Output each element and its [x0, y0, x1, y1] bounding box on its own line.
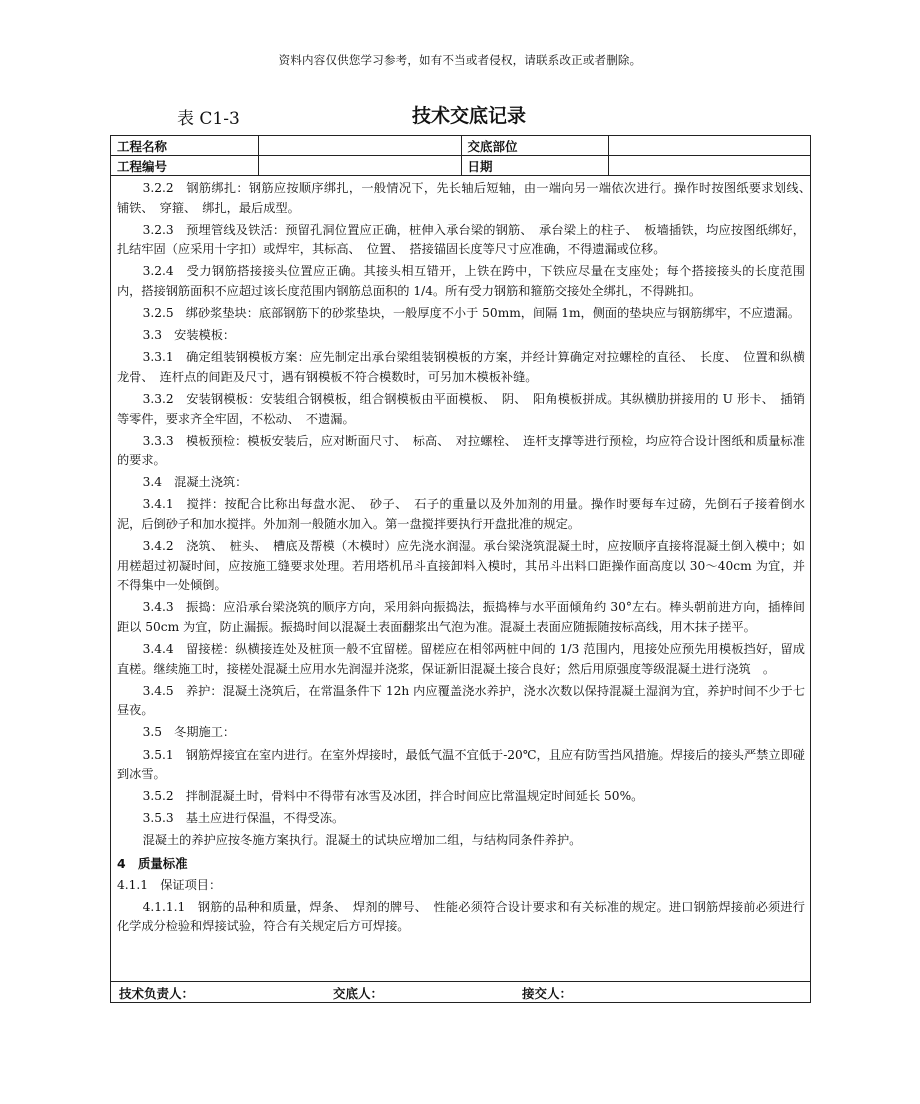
paragraph: 3.2.2 钢筋绑扎：钢筋应按顺序绑扎，一般情况下，先长轴后短轴，由一端向另一端依次进行。操作时按图纸要求划线、 铺铁、 穿箍、 绑扎，最后成型。	[117, 181, 818, 215]
disclosure-content	[111, 176, 818, 984]
paragraph: 4.1.1.1 钢筋的品种和质量，焊条、 焊剂的牌号、 性能必须符合设计要求和有关标准的规定。进口钢筋焊接前必须进行化学成分检验和焊接试验，符合有关规定后方可焊接。	[117, 899, 805, 934]
tech-lead-signature[interactable]: 技术负责人：	[119, 986, 195, 1001]
meta-row-2	[111, 156, 810, 176]
paragraph: 3.5.2 拌制混凝土时，骨料中不得带有冰雪及冰团，拌合时间应比常温规定时间延长 50%。	[142, 789, 644, 804]
paragraph: 3.3.2 安装钢模板：安装组合钢模板，组合钢模板由平面模板、 阴、 阳角模板拼成。其纵横肋拼接用的 U 形卡、 插销等零件，要求齐全牢固，不松动、 不遗漏。	[117, 391, 805, 426]
date-field[interactable]	[608, 156, 810, 176]
paragraph: 4.1.1 保证项目：	[117, 877, 222, 892]
meta-table	[111, 136, 810, 176]
project-no-label: 工程编号	[111, 156, 258, 176]
project-name-label: 工程名称	[111, 136, 258, 156]
paragraph: 3.4.4 留接槎：纵横接连处及桩顶一般不宜留槎。留槎应在相邻两桩中间的 1/3 范围内，甩接处应预先用模板挡好，留成直槎。继续施工时，接槎处混凝土应用水先润湿并浇浆，保证新旧混凝土接合良好；然后用原强度等级混凝土进行浇筑 。	[117, 642, 805, 676]
page-title: 技术交底记录	[412, 105, 527, 127]
paragraph: 3.4.3 振捣：应沿承台梁浇筑的顺序方向，采用斜向振捣法，振捣棒与水平面倾角约 30°左右。棒头朝前进方向，插棒间距以 50cm 为宜，防止漏振。振捣时间以混凝土表面翻浆出气泡为准。混凝土表面应随振随按标高线，用木抹子搓平。	[117, 600, 805, 634]
paragraph: 3.5.3 基土应进行保温，不得受冻。	[142, 811, 345, 826]
paragraph: 3.3.3 模板预检：模板安装后，应对断面尺寸、 标高、 对拉螺栓、 连杆支撑等进行预检，均应符合设计图纸和质量标准的要求。	[117, 433, 805, 468]
paragraph: 3.5 冬期施工：	[142, 725, 236, 740]
location-field[interactable]	[608, 136, 810, 156]
disclaimer-note: 资料内容仅供您学习参考，如有不当或者侵权，请联系改正或者删除。	[278, 53, 642, 67]
paragraph: 3.4 混凝土浇筑：	[142, 475, 248, 490]
receiver-signature[interactable]: 接交人：	[522, 986, 573, 1001]
paragraph: 混凝土的养护应按冬施方案执行。混凝土的试块应增加二组，与结构同条件养护。	[142, 833, 582, 848]
form-number: 表 C1-3	[177, 109, 240, 129]
location-label: 交底部位	[461, 136, 608, 156]
paragraph: 3.5.1 钢筋焊接宜在室内进行。在室外焊接时，最低气温不宜低于-20℃，且应有防雪挡风措施。焊接后的接头严禁立即碰到冰雪。	[117, 747, 805, 782]
presenter-signature[interactable]: 交底人：	[333, 986, 384, 1001]
paragraph: 3.2.4 受力钢筋搭接接头位置应正确。其接头相互错开，上铁在跨中，下铁应尽量在支座处；每个搭接接头的长度范围内，搭接钢筋面积不应超过该长度范围内钢筋总面积的 1/4。所有受力钢筋和箍筋交接处全绑扎，不得跳扣。	[117, 264, 805, 298]
paragraph: 3.2.3 预埋管线及铁活：预留孔洞位置应正确，桩伸入承台梁的钢筋、 承台梁上的柱子、 板墙插铁，均应按图纸绑好，扎结牢固（应采用十字扣）或焊牢，其标高、 位置、 搭接锚固长度等尺寸应准确，不得遗漏或位移。	[117, 222, 805, 257]
record-form	[110, 135, 818, 1003]
paragraph: 3.3.1 确定组装钢模板方案：应先制定出承台梁组装钢模板的方案，并经计算确定对拉螺栓的直径、 长度、 位置和纵横龙骨、 连杆点的间距及尺寸，遇有钢模板不符合模数时，可另加木模板补缝。	[117, 350, 805, 384]
paragraph: 3.4.2 浇筑、 桩头、 槽底及帮模（木模时）应先浇水润湿。承台梁浇筑混凝土时，应按顺序直接将混凝土倒入模中；如用槎超过初凝时间，应按施工缝要求处理。若用塔机吊斗直接卸料入模时，其吊斗出料口距操作面高度以 30～40cm 为宜，并不得集中一处倾倒。	[117, 539, 805, 593]
project-no-field[interactable]	[258, 156, 461, 176]
paragraph: 3.3 安装模板：	[142, 328, 236, 343]
project-name-field[interactable]	[258, 136, 461, 156]
paragraph: 3.2.5 绑砂浆垫块：底部钢筋下的砂浆垫块，一般厚度不小于 50mm，间隔 1m，侧面的垫块应与钢筋绑牢，不应遗漏。	[142, 306, 800, 321]
paragraph: 3.4.1 搅拌：按配合比称出每盘水泥、 砂子、 石子的重量以及外加剂的用量。操作时要每车过磅，先倒石子接着倒水泥，后倒砂子和加水搅拌。外加剂一般随水加入。第一盘搅拌要执行开盘批准的规定。	[117, 497, 805, 531]
meta-row-1	[111, 136, 810, 156]
date-label: 日期	[461, 156, 608, 176]
section-heading: 4 质量标准	[117, 855, 188, 871]
paragraph: 3.4.5 养护：混凝土浇筑后，在常温条件下 12h 内应覆盖浇水养护，浇水次数以保持混凝土湿润为宜，养护时间不少于七昼夜。	[117, 683, 805, 718]
signature-row	[111, 981, 810, 1002]
